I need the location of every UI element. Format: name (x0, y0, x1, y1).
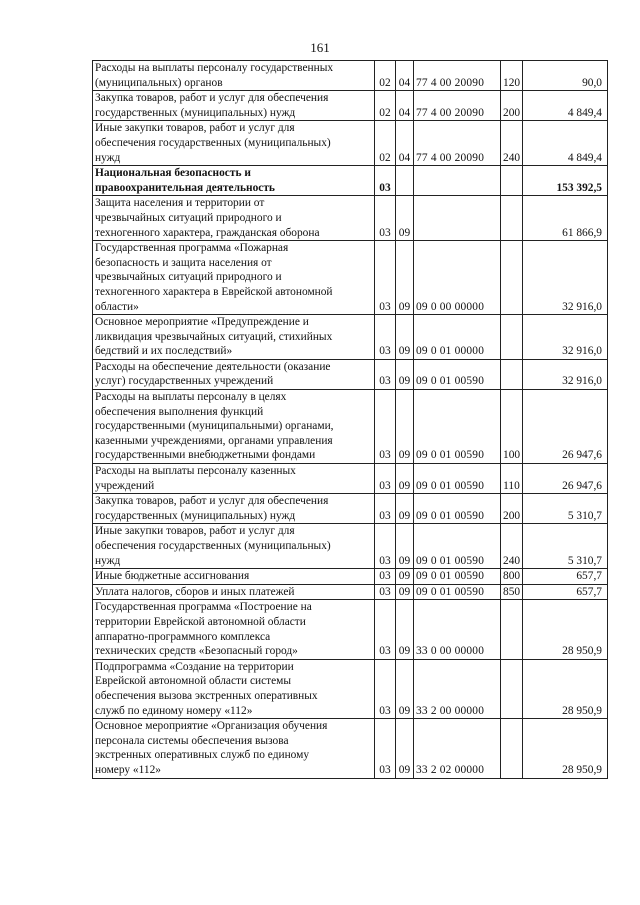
target-article-code (414, 196, 501, 241)
row-name-line: правоохранительная деятельность (95, 181, 275, 194)
row-name-line: обеспечения государственных (муниципальных) (95, 136, 331, 149)
row-name-line: аппаратно-программного комплекса (95, 630, 271, 643)
table-row (93, 91, 608, 121)
amount: 28 950,9 (523, 719, 608, 778)
row-name-line: Иные закупки товаров, работ и услуг для (95, 122, 295, 135)
row-name (93, 600, 375, 659)
target-article-code: 33 2 02 00000 (414, 719, 501, 778)
row-name (93, 315, 375, 360)
expense-type-code: 200 (501, 494, 523, 524)
page-number: 161 (310, 40, 330, 55)
row-name-line: Основное мероприятие «Организация обучения (95, 720, 328, 733)
row-name-line: учреждений (95, 479, 155, 492)
row-name (93, 91, 375, 121)
row-name-line: государственных (муниципальных) нужд (95, 106, 296, 119)
expense-type-code: 200 (501, 91, 523, 121)
section-code: 03 (375, 569, 396, 585)
table-row (93, 61, 608, 91)
subsection-code: 09 (396, 600, 414, 659)
row-name-line: казенными учреждениями, органами управления (95, 434, 333, 447)
subsection-code: 09 (396, 359, 414, 389)
subsection-code: 09 (396, 719, 414, 778)
row-name-line: Закупка товаров, работ и услуг для обеспечения (95, 495, 329, 508)
row-name-line: безопасность и защита населения от (95, 256, 272, 269)
target-article-code: 09 0 01 00000 (414, 315, 501, 360)
row-name-line: Расходы на выплаты персоналу в целях (95, 391, 287, 404)
row-name-line: ликвидация чрезвычайных ситуаций, стихийных (95, 330, 333, 343)
row-name (93, 121, 375, 166)
row-name (93, 196, 375, 241)
table-row (93, 494, 608, 524)
expense-type-code: 240 (501, 121, 523, 166)
subsection-code: 09 (396, 584, 414, 600)
target-article-code: 77 4 00 20090 (414, 91, 501, 121)
row-name (93, 166, 375, 196)
amount: 5 310,7 (523, 494, 608, 524)
row-name (93, 359, 375, 389)
row-name-line: (муниципальных) органов (95, 76, 223, 89)
row-name-line: государственными внебюджетными фондами (95, 449, 316, 462)
section-code: 03 (375, 359, 396, 389)
row-name-line: Защита населения и территории от (95, 197, 265, 210)
row-name (93, 719, 375, 778)
section-code: 03 (375, 524, 396, 569)
row-name-line: техногенного характера в Еврейской автономной (95, 285, 333, 298)
row-name-line: обеспечения выполнения функций (95, 405, 264, 418)
table-row (93, 166, 608, 196)
expense-type-code: 110 (501, 464, 523, 494)
amount: 4 849,4 (523, 91, 608, 121)
row-name-line: Расходы на выплаты персоналу казенных (95, 465, 296, 478)
row-name (93, 241, 375, 315)
section-code: 03 (375, 584, 396, 600)
row-name-line: бедствий и их последствий» (95, 345, 233, 358)
section-code: 03 (375, 315, 396, 360)
row-name-line: нужд (95, 554, 121, 567)
target-article-code: 33 0 00 00000 (414, 600, 501, 659)
amount: 4 849,4 (523, 121, 608, 166)
amount: 657,7 (523, 569, 608, 585)
expense-type-code (501, 166, 523, 196)
row-name-line: Уплата налогов, сборов и иных платежей (95, 585, 295, 598)
table-row (93, 464, 608, 494)
target-article-code: 09 0 01 00590 (414, 584, 501, 600)
expense-type-code: 100 (501, 390, 523, 464)
amount: 61 866,9 (523, 196, 608, 241)
target-article-code (414, 166, 501, 196)
subsection-code: 09 (396, 569, 414, 585)
subsection-code: 09 (396, 315, 414, 360)
row-name-line: Государственная программа «Пожарная (95, 242, 289, 255)
row-name-line: услуг) государственных учреждений (95, 375, 274, 388)
amount: 32 916,0 (523, 359, 608, 389)
expense-type-code: 120 (501, 61, 523, 91)
row-name-line: Государственная программа «Построение на (95, 601, 312, 614)
subsection-code: 09 (396, 524, 414, 569)
row-name-line: Закупка товаров, работ и услуг для обеспечения (95, 92, 329, 105)
expense-type-code: 800 (501, 569, 523, 585)
row-name-line: служб по единому номеру «112» (95, 704, 253, 717)
section-code: 03 (375, 390, 396, 464)
row-name (93, 390, 375, 464)
amount: 32 916,0 (523, 315, 608, 360)
row-name-line: Иные закупки товаров, работ и услуг для (95, 525, 295, 538)
target-article-code: 09 0 01 00590 (414, 464, 501, 494)
row-name-line: государственными (муниципальными) органами, (95, 420, 334, 433)
section-code: 02 (375, 91, 396, 121)
row-name (93, 494, 375, 524)
row-name-line: государственных (муниципальных) нужд (95, 509, 296, 522)
amount: 5 310,7 (523, 524, 608, 569)
target-article-code: 77 4 00 20090 (414, 61, 501, 91)
section-code: 03 (375, 719, 396, 778)
table-row (93, 719, 608, 778)
target-article-code: 77 4 00 20090 (414, 121, 501, 166)
amount: 26 947,6 (523, 390, 608, 464)
table-row (93, 390, 608, 464)
subsection-code (396, 166, 414, 196)
row-name (93, 524, 375, 569)
row-name-line: техногенного характера, гражданская оборона (95, 226, 320, 239)
expense-type-code: 240 (501, 524, 523, 569)
row-name-line: технических средств «Безопасный город» (95, 645, 298, 658)
table-row (93, 659, 608, 718)
row-name (93, 659, 375, 718)
row-name-line: Расходы на выплаты персоналу государственных (95, 62, 334, 74)
section-code: 03 (375, 464, 396, 494)
subsection-code: 04 (396, 121, 414, 166)
budget-table (92, 60, 608, 779)
row-name (93, 569, 375, 585)
table-row (93, 196, 608, 241)
subsection-code: 04 (396, 91, 414, 121)
target-article-code: 09 0 01 00590 (414, 524, 501, 569)
subsection-code: 09 (396, 390, 414, 464)
row-name-line: Национальная безопасность и (95, 167, 251, 180)
expense-type-code (501, 241, 523, 315)
row-name-line: персонала системы обеспечения вызова (95, 734, 289, 747)
row-name-line: Иные бюджетные ассигнования (95, 570, 250, 583)
section-code: 03 (375, 166, 396, 196)
subsection-code: 09 (396, 494, 414, 524)
table-row (93, 584, 608, 600)
row-name-line: Еврейской автономной области системы (95, 675, 292, 688)
table-row (93, 524, 608, 569)
row-name-line: нужд (95, 151, 121, 164)
section-code: 03 (375, 241, 396, 315)
row-name-line: чрезвычайных ситуаций природного и (95, 271, 282, 284)
expense-type-code (501, 719, 523, 778)
expense-type-code (501, 196, 523, 241)
subsection-code: 09 (396, 241, 414, 315)
section-code: 02 (375, 61, 396, 91)
amount: 28 950,9 (523, 659, 608, 718)
amount: 657,7 (523, 584, 608, 600)
section-code: 03 (375, 494, 396, 524)
subsection-code: 09 (396, 196, 414, 241)
table-row (93, 359, 608, 389)
target-article-code: 09 0 01 00590 (414, 390, 501, 464)
row-name-line: экстренных оперативных служб по единому (95, 749, 310, 762)
expense-type-code: 850 (501, 584, 523, 600)
target-article-code: 09 0 01 00590 (414, 569, 501, 585)
row-name-line: чрезвычайных ситуаций природного и (95, 211, 282, 224)
amount: 26 947,6 (523, 464, 608, 494)
row-name-line: Расходы на обеспечение деятельности (оказание (95, 360, 331, 373)
expense-type-code (501, 659, 523, 718)
amount: 32 916,0 (523, 241, 608, 315)
section-code: 02 (375, 121, 396, 166)
amount: 90,0 (523, 61, 608, 91)
subsection-code: 09 (396, 659, 414, 718)
target-article-code: 09 0 01 00590 (414, 494, 501, 524)
amount: 153 392,5 (523, 166, 608, 196)
row-name-line: территории Еврейской автономной области (95, 615, 306, 628)
amount: 28 950,9 (523, 600, 608, 659)
table-row (93, 569, 608, 585)
table-row (93, 600, 608, 659)
row-name (93, 464, 375, 494)
expense-type-code (501, 315, 523, 360)
row-name-line: Подпрограмма «Создание на территории (95, 660, 294, 673)
table-row (93, 241, 608, 315)
table-row (93, 121, 608, 166)
section-code: 03 (375, 196, 396, 241)
row-name-line: номеру «112» (95, 763, 161, 776)
row-name (93, 61, 375, 91)
target-article-code: 09 0 00 00000 (414, 241, 501, 315)
target-article-code: 09 0 01 00590 (414, 359, 501, 389)
subsection-code: 04 (396, 61, 414, 91)
row-name-line: обеспечения вызова экстренных оперативных (95, 689, 318, 702)
table-row (93, 315, 608, 360)
section-code: 03 (375, 600, 396, 659)
expense-type-code (501, 600, 523, 659)
target-article-code: 33 2 00 00000 (414, 659, 501, 718)
expense-type-code (501, 359, 523, 389)
section-code: 03 (375, 659, 396, 718)
budget-table-body (93, 61, 608, 779)
row-name (93, 584, 375, 600)
subsection-code: 09 (396, 464, 414, 494)
row-name-line: области» (95, 300, 139, 313)
row-name-line: Основное мероприятие «Предупреждение и (95, 316, 309, 329)
row-name-line: обеспечения государственных (муниципальных) (95, 540, 331, 552)
